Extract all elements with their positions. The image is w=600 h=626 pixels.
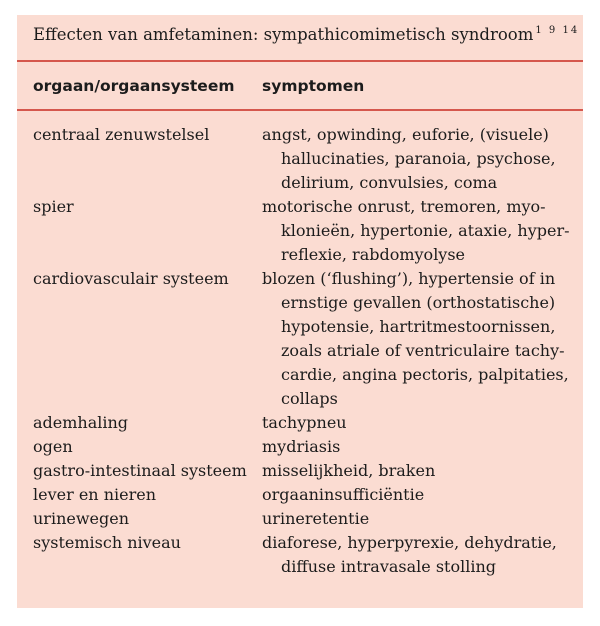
symptom-line: collaps bbox=[281, 389, 338, 408]
symptoms-cell bbox=[262, 435, 583, 459]
header-symptoms: symptomen bbox=[262, 77, 365, 95]
table-caption bbox=[33, 25, 579, 44]
symptom-line: motorische onrust, tremoren, myo- bbox=[262, 197, 546, 216]
table-row bbox=[17, 435, 583, 459]
table-body bbox=[17, 123, 583, 579]
organ-cell: systemisch niveau bbox=[33, 533, 181, 552]
organ-cell: centraal zenuwstelsel bbox=[33, 125, 210, 144]
table-row bbox=[17, 507, 583, 531]
symptoms-cell bbox=[262, 411, 583, 435]
symptom-line: diaforese, hyperpyrexie, dehydratie, bbox=[262, 533, 557, 552]
caption-references: 1 9 14 bbox=[535, 25, 580, 36]
symptom-line: tachypneu bbox=[262, 413, 347, 432]
symptoms-cell bbox=[262, 123, 583, 195]
organ-cell: spier bbox=[33, 197, 74, 216]
symptom-line: misselijkheid, braken bbox=[262, 461, 436, 480]
symptom-line: zoals atriale of ventriculaire tachy- bbox=[281, 341, 565, 360]
header-organ: orgaan/orgaansysteem bbox=[33, 77, 235, 95]
symptom-line: blozen (‘flushing’), hypertensie of in bbox=[262, 269, 556, 288]
symptom-line: reflexie, rabdomyolyse bbox=[281, 245, 466, 264]
symptoms-cell bbox=[262, 531, 583, 579]
organ-cell: lever en nieren bbox=[33, 485, 156, 504]
table-row bbox=[17, 459, 583, 483]
symptoms-cell bbox=[262, 195, 583, 267]
table-row bbox=[17, 411, 583, 435]
symptom-line: urineretentie bbox=[262, 509, 370, 528]
top-rule bbox=[17, 60, 583, 62]
organ-cell: urinewegen bbox=[33, 509, 130, 528]
symptom-line: mydriasis bbox=[262, 437, 341, 456]
organ-cell: cardiovasculair systeem bbox=[33, 269, 229, 288]
organ-cell: ogen bbox=[33, 437, 73, 456]
table-row bbox=[17, 195, 583, 267]
header-rule bbox=[17, 109, 583, 111]
table-row bbox=[17, 531, 583, 579]
organ-cell: gastro-intestinaal systeem bbox=[33, 461, 247, 480]
symptom-line: orgaaninsufficiëntie bbox=[262, 485, 425, 504]
symptom-line: ernstige gevallen (orthostatische) bbox=[281, 293, 556, 312]
table-row bbox=[17, 123, 583, 195]
symptom-line: diffuse intravasale stolling bbox=[281, 557, 497, 576]
symptoms-cell bbox=[262, 267, 583, 411]
table-row bbox=[17, 267, 583, 411]
symptom-line: delirium, convulsies, coma bbox=[281, 173, 498, 192]
symptoms-cell bbox=[262, 507, 583, 531]
symptom-line: hallucinaties, paranoia, psychose, bbox=[281, 149, 556, 168]
organ-cell: ademhaling bbox=[33, 413, 129, 432]
symptom-line: klonieën, hypertonie, ataxie, hyper- bbox=[281, 221, 570, 240]
table-row bbox=[17, 483, 583, 507]
symptom-line: hypotensie, hartritmestoornissen, bbox=[281, 317, 556, 336]
symptom-line: cardie, angina pectoris, palpitaties, bbox=[281, 365, 569, 384]
caption-text: Effecten van amfetaminen: sympathicomimetisch syndroom bbox=[33, 25, 534, 44]
symptoms-cell bbox=[262, 483, 583, 507]
effects-table bbox=[17, 15, 583, 608]
symptom-line: angst, opwinding, euforie, (visuele) bbox=[262, 125, 549, 144]
symptoms-cell bbox=[262, 459, 583, 483]
